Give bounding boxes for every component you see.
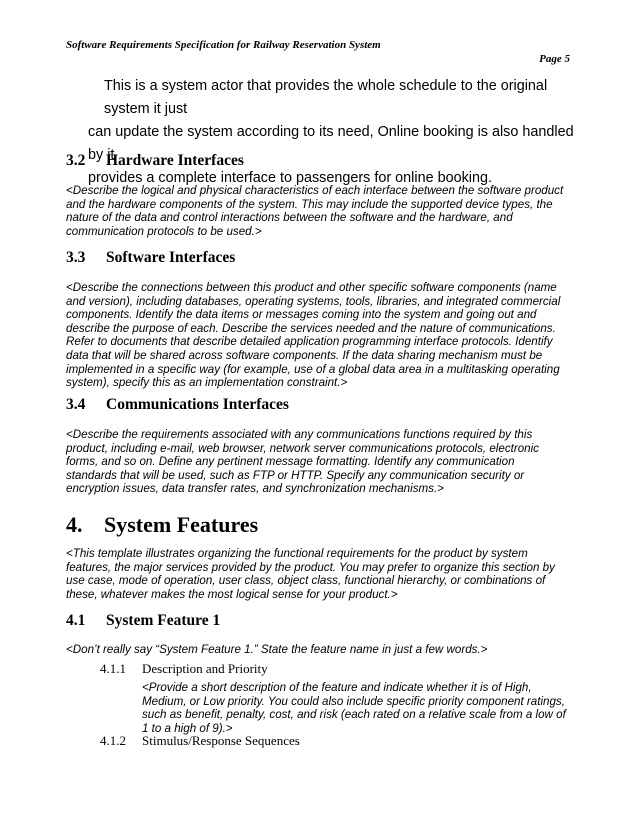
intro-paragraph [88,75,578,190]
section-title: Description and Priority [142,661,268,676]
heading-4 [66,512,258,538]
section-title: Stimulus/Response Sequences [142,733,300,748]
section-title: Hardware Interfaces [106,152,244,169]
section-number: 4.1.2 [100,733,126,748]
heading-3-2 [66,152,244,170]
section-number: 3.2 [66,152,86,169]
description-3-4: <Describe the requirements associated with any communications functions required by this product, including e-mail, web browser, network server communications protocols, electronic forms, and so on. Define any pertinent message formatting. Identify any communication standards that will be used, such as FTP or HTTP. Specify any communication security or encryption issues, data transfer rates, and synchronization mechanisms.> [66,428,539,496]
heading-4-1-2 [100,733,300,749]
description-4-1: <Don’t really say “System Feature 1.” State the feature name in just a few words.> [66,643,488,656]
heading-3-3 [66,249,235,267]
heading-4-1 [66,612,220,630]
section-number: 4.1.1 [100,661,126,676]
section-title: Software Interfaces [106,249,236,266]
description-3-2: <Describe the logical and physical characteristics of each interface between the software product and the hardware components of the system. This may include the supported device types, the nature of the data and control interactions between the software and the hardware, and communication protocols to be used.> [66,184,564,238]
section-title: System Features [104,512,259,537]
running-header-title: Software Requirements Specification for Railway Reservation System [66,39,381,51]
section-number: 4.1 [66,612,86,629]
section-number: 3.4 [66,396,86,413]
intro-line-2: can update the system according to its need, Online booking is also handled by it [88,124,574,163]
section-number: 4. [66,512,83,537]
page-number: Page 5 [539,53,570,65]
section-number: 3.3 [66,249,86,266]
heading-4-1-1 [100,661,268,677]
description-3-3: <Describe the connections between this product and other specific software components (name and version), including databases, operating systems, tools, libraries, and integrated commercial components. Identify the data items or messages coming into the system and going out and describe the purpose of each. Describe the services needed and the nature of communications. Refer to documents that describe detailed application programming interface protocols. Identify data that will be shared across software components. If the data sharing mechanism must be implemented in a specific way (for example, use of a global data area in a multitasking operating system), specify this as an implementation constraint.> [66,281,561,390]
section-title: Communications Interfaces [106,396,289,413]
section-title: System Feature 1 [106,612,221,629]
description-4: <This template illustrates organizing the functional requirements for the product by system features, the major services provided by the product. You may prefer to organize this section by use case, mode of operation, user class, object class, functional hierarchy, or combinations of these, whatever makes the most logical sense for your product.> [66,547,555,601]
intro-line-1: This is a system actor that provides the whole schedule to the original system it just [104,78,548,117]
description-4-1-1: <Provide a short description of the feature and indicate whether it is of High, Medium, or Low priority. You could also include specific priority component ratings, such as benefit, penalty, cost, and risk (each rated on a relative scale from a low of 1 to a high of 9).> [142,681,566,735]
intro-line-3: provides a complete interface to passengers for online booking. [88,170,492,186]
heading-3-4 [66,396,289,414]
